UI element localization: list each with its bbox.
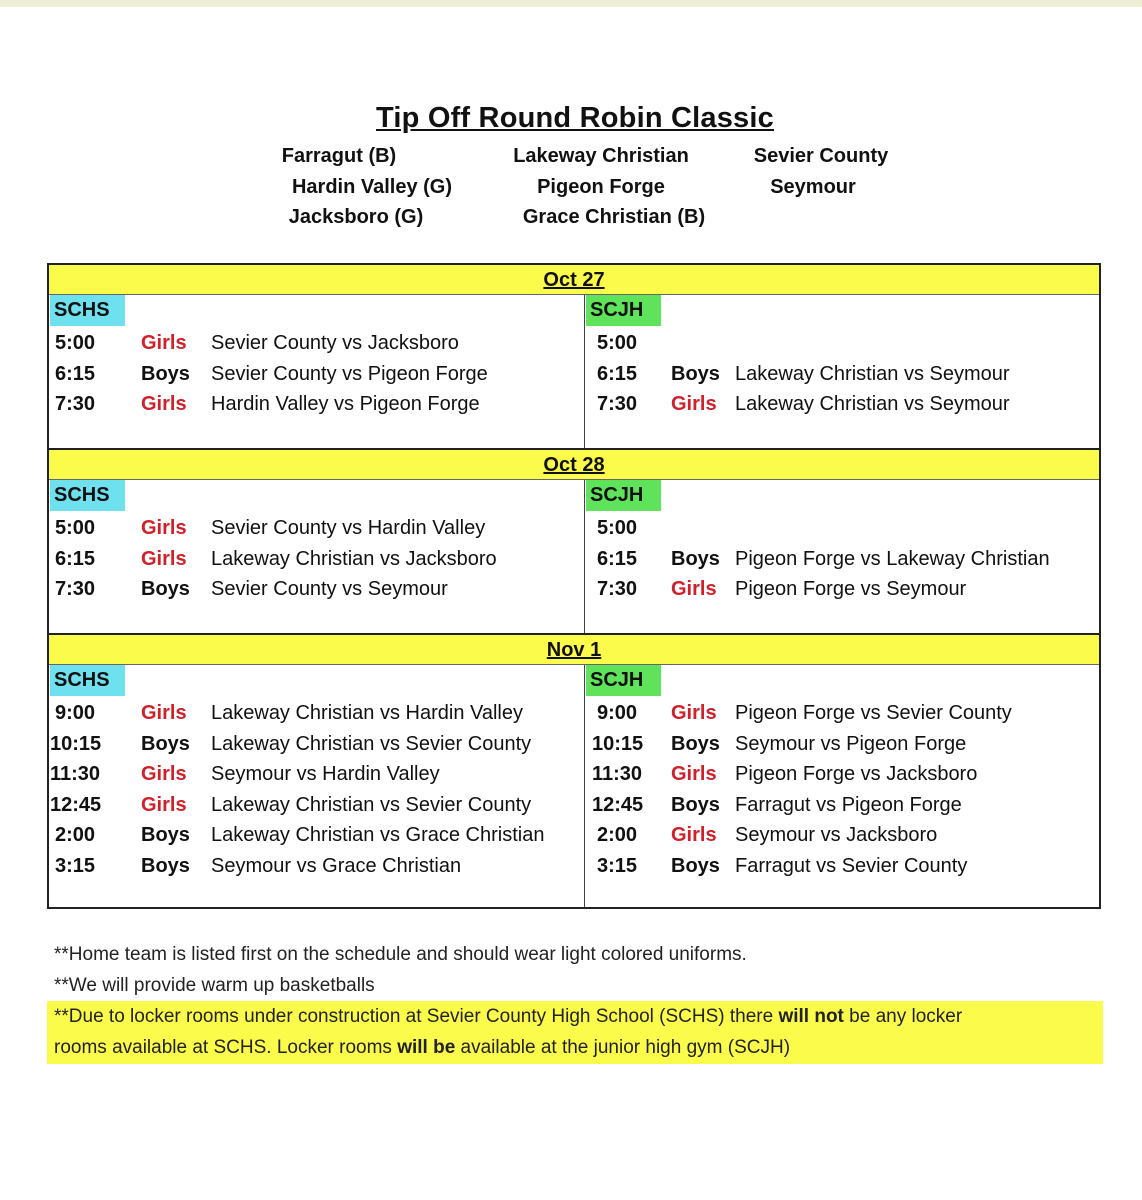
game-time: 6:15 (55, 547, 96, 570)
game-gender: Girls (671, 393, 717, 416)
game-time: 6:15 (597, 362, 638, 385)
game-gender: Girls (141, 763, 187, 786)
game-matchup: Lakeway Christian vs Sevier County (211, 732, 532, 755)
page-title: Tip Off Round Robin Classic (376, 102, 774, 134)
game-time: 7:30 (55, 393, 96, 416)
game-matchup: Hardin Valley vs Pigeon Forge (211, 393, 480, 416)
venue-label: SCJH (586, 480, 661, 511)
venue-label: SCJH (586, 295, 661, 326)
game-matchup: Lakeway Christian vs Seymour (735, 362, 1010, 385)
date-header: Nov 1 (49, 635, 1099, 665)
game-row (585, 759, 1100, 789)
venue-label: SCHS (50, 480, 125, 511)
game-gender: Boys (671, 362, 720, 385)
game-matchup: Lakeway Christian vs Seymour (735, 393, 1010, 416)
game-row (585, 328, 1100, 358)
team-name: Grace Christian (B) (522, 206, 706, 228)
schs-column (49, 480, 584, 635)
game-gender: Boys (141, 578, 190, 601)
game-matchup: Seymour vs Pigeon Forge (735, 732, 967, 755)
game-matchup: Sevier County vs Hardin Valley (211, 517, 486, 539)
game-gender: Boys (671, 793, 720, 816)
game-gender: Girls (141, 793, 187, 816)
game-time: 11:30 (50, 763, 101, 786)
day-section (49, 265, 1099, 450)
game-row (585, 698, 1100, 728)
game-gender: Boys (671, 855, 720, 877)
locker-notice-line-2 (54, 1037, 790, 1059)
game-row (585, 389, 1100, 419)
game-row (585, 574, 1100, 604)
locker-notice-line-1 (54, 1006, 962, 1028)
game-row (585, 851, 1100, 881)
team-name: Jacksboro (G) (288, 206, 424, 228)
game-time: 6:15 (55, 362, 96, 385)
game-time: 12:45 (592, 793, 644, 816)
game-row (585, 513, 1100, 543)
game-matchup: Sevier County vs Pigeon Forge (211, 362, 488, 385)
game-matchup: Lakeway Christian vs Sevier County (211, 793, 532, 816)
game-gender: Girls (671, 763, 717, 786)
game-row (585, 790, 1100, 820)
game-time: 5:00 (55, 517, 96, 539)
game-matchup: Seymour vs Jacksboro (735, 824, 938, 847)
game-row (585, 729, 1100, 759)
game-row (49, 574, 584, 604)
game-time: 9:00 (597, 702, 638, 724)
game-gender: Boys (671, 732, 720, 755)
game-row (585, 544, 1100, 574)
scjh-column (584, 480, 1100, 635)
game-gender: Girls (141, 547, 187, 570)
game-gender: Girls (141, 702, 187, 724)
game-time: 6:15 (597, 547, 638, 570)
game-row (49, 729, 584, 759)
note-basketballs: **We will provide warm up basketballs (54, 975, 375, 996)
date-header: Oct 28 (49, 450, 1099, 480)
game-matchup: Pigeon Forge vs Sevier County (735, 702, 1012, 724)
game-row (49, 698, 584, 728)
game-gender: Girls (671, 578, 717, 601)
game-gender: Girls (141, 332, 187, 354)
game-row (49, 544, 584, 574)
game-time: 11:30 (592, 763, 643, 786)
game-time: 7:30 (597, 578, 638, 601)
game-time: 3:15 (55, 855, 96, 877)
scjh-column (584, 295, 1100, 450)
game-time: 10:15 (592, 732, 644, 755)
game-row (49, 790, 584, 820)
game-row (49, 820, 584, 850)
notice-emphasis: will be (397, 1037, 456, 1058)
game-matchup: Lakeway Christian vs Jacksboro (211, 547, 497, 570)
game-matchup: Lakeway Christian vs Hardin Valley (211, 702, 523, 724)
note-home-team: **Home team is listed first on the schedule and should wear light colored uniforms. (54, 944, 747, 965)
venue-label: SCHS (50, 295, 125, 326)
notice-emphasis: will not (778, 1006, 844, 1027)
game-row (49, 328, 584, 358)
game-matchup: Lakeway Christian vs Grace Christian (211, 824, 545, 847)
game-matchup: Farragut vs Pigeon Forge (735, 793, 962, 816)
game-gender: Girls (671, 824, 717, 847)
game-time: 7:30 (597, 393, 638, 416)
game-time: 7:30 (55, 578, 96, 601)
game-time: 10:15 (50, 732, 102, 755)
game-matchup: Seymour vs Grace Christian (211, 855, 462, 877)
game-gender: Boys (141, 732, 190, 755)
game-time: 5:00 (597, 517, 638, 539)
top-border (0, 0, 1142, 7)
schedule-table (47, 263, 1101, 909)
game-row (49, 759, 584, 789)
game-matchup: Pigeon Forge vs Lakeway Christian (735, 547, 1050, 570)
game-row (49, 359, 584, 389)
game-row (585, 359, 1100, 389)
game-time: 2:00 (597, 824, 638, 847)
game-matchup: Farragut vs Sevier County (735, 855, 968, 877)
game-time: 5:00 (597, 332, 638, 354)
team-name: Pigeon Forge (537, 176, 665, 198)
game-time: 2:00 (55, 824, 96, 847)
team-name: Sevier County (753, 145, 889, 167)
game-time: 12:45 (50, 793, 102, 816)
game-gender: Boys (141, 855, 190, 877)
game-row (49, 513, 584, 543)
game-matchup: Seymour vs Hardin Valley (211, 763, 440, 786)
date-header: Oct 27 (49, 265, 1099, 295)
day-section (49, 450, 1099, 635)
game-gender: Girls (141, 393, 187, 416)
team-name: Seymour (770, 176, 856, 198)
game-gender: Boys (671, 547, 720, 570)
schs-column (49, 665, 584, 907)
game-row (585, 820, 1100, 850)
team-name: Lakeway Christian (513, 145, 689, 167)
game-gender: Girls (141, 517, 187, 539)
scjh-column (584, 665, 1100, 907)
game-matchup: Pigeon Forge vs Jacksboro (735, 763, 978, 786)
game-gender: Boys (141, 362, 190, 385)
game-time: 9:00 (55, 702, 96, 724)
game-time: 5:00 (55, 332, 96, 354)
team-name: Farragut (B) (281, 145, 397, 167)
game-matchup: Sevier County vs Seymour (211, 578, 448, 601)
schs-column (49, 295, 584, 450)
venue-label: SCJH (586, 665, 661, 696)
game-matchup: Pigeon Forge vs Seymour (735, 578, 967, 601)
notice-text: be any locker (843, 1006, 963, 1027)
game-gender: Girls (671, 702, 717, 724)
game-row (49, 851, 584, 881)
team-name: Hardin Valley (G) (291, 176, 453, 198)
notice-text: available at the junior high gym (SCJH) (455, 1037, 791, 1058)
notice-text: **Due to locker rooms under construction at Sevier County High School (SCHS) there (54, 1006, 779, 1027)
game-gender: Boys (141, 824, 190, 847)
venue-label: SCHS (50, 665, 125, 696)
game-row (49, 389, 584, 419)
day-section (49, 635, 1099, 907)
notice-text: rooms available at SCHS. Locker rooms (54, 1037, 398, 1058)
game-time: 3:15 (597, 855, 638, 877)
game-matchup: Sevier County vs Jacksboro (211, 332, 459, 354)
